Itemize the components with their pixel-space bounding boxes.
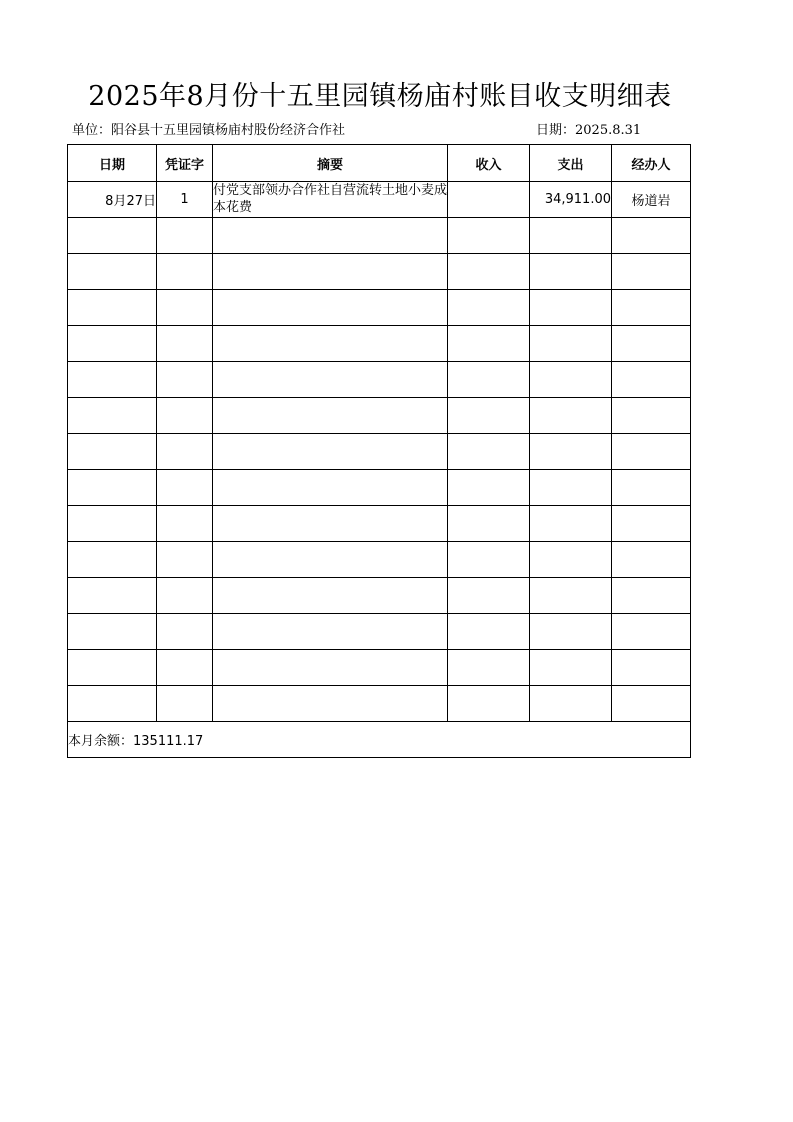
cell-handler <box>612 506 691 542</box>
table-row-empty <box>68 290 691 326</box>
cell-voucher <box>157 578 213 614</box>
cell-date <box>68 506 157 542</box>
table-row-empty <box>68 434 691 470</box>
cell-summary <box>213 254 448 290</box>
table-row-empty <box>68 542 691 578</box>
cell-summary <box>213 614 448 650</box>
cell-handler <box>612 434 691 470</box>
table-row-empty <box>68 686 691 722</box>
cell-expense <box>530 578 612 614</box>
cell-income <box>448 686 530 722</box>
cell-expense <box>530 434 612 470</box>
cell-summary <box>213 470 448 506</box>
cell-income <box>448 290 530 326</box>
balance-row <box>68 722 691 758</box>
unit-label: 单位：阳谷县十五里园镇杨庙村股份经济合作社 <box>72 123 346 138</box>
cell-voucher <box>157 686 213 722</box>
cell-income <box>448 614 530 650</box>
header-handler: 经办人 <box>612 145 691 182</box>
cell-date <box>68 650 157 686</box>
cell-handler <box>612 686 691 722</box>
cell-voucher <box>157 470 213 506</box>
cell-summary <box>213 650 448 686</box>
header-row <box>68 145 691 182</box>
table-row-empty <box>68 362 691 398</box>
table-row-empty <box>68 218 691 254</box>
ledger-table <box>67 144 691 758</box>
cell-handler <box>612 614 691 650</box>
cell-summary <box>213 290 448 326</box>
cell-handler <box>612 218 691 254</box>
header-voucher: 凭证字 <box>157 145 213 182</box>
cell-expense <box>530 362 612 398</box>
cell-handler <box>612 470 691 506</box>
cell-summary <box>213 362 448 398</box>
header-income: 收入 <box>448 145 530 182</box>
cell-handler <box>612 542 691 578</box>
cell-summary <box>213 542 448 578</box>
cell-date <box>68 326 157 362</box>
cell-date <box>68 614 157 650</box>
cell-date <box>68 578 157 614</box>
cell-summary <box>213 398 448 434</box>
cell-expense <box>530 326 612 362</box>
cell-date <box>68 362 157 398</box>
cell-date <box>68 434 157 470</box>
cell-voucher <box>157 218 213 254</box>
cell-handler: 杨道岩 <box>612 182 691 218</box>
cell-handler <box>612 362 691 398</box>
cell-income <box>448 506 530 542</box>
table-row-empty <box>68 506 691 542</box>
cell-voucher <box>157 614 213 650</box>
cell-handler <box>612 398 691 434</box>
cell-summary <box>213 218 448 254</box>
cell-expense <box>530 290 612 326</box>
cell-voucher <box>157 506 213 542</box>
cell-summary <box>213 506 448 542</box>
cell-handler <box>612 254 691 290</box>
cell-date <box>68 542 157 578</box>
cell-expense <box>530 398 612 434</box>
cell-expense <box>530 254 612 290</box>
cell-income <box>448 218 530 254</box>
table-row-empty <box>68 254 691 290</box>
cell-handler <box>612 290 691 326</box>
cell-date <box>68 254 157 290</box>
cell-income <box>448 470 530 506</box>
cell-voucher <box>157 254 213 290</box>
cell-income <box>448 326 530 362</box>
table-row-empty <box>68 614 691 650</box>
cell-income <box>448 650 530 686</box>
cell-income <box>448 542 530 578</box>
cell-summary <box>213 686 448 722</box>
cell-expense <box>530 614 612 650</box>
cell-voucher <box>157 434 213 470</box>
date-label: 日期：2025.8.31 <box>536 123 642 138</box>
cell-date <box>68 470 157 506</box>
cell-income <box>448 254 530 290</box>
cell-income <box>448 434 530 470</box>
header-date: 日期 <box>68 145 157 182</box>
cell-summary <box>213 326 448 362</box>
cell-income <box>448 182 530 218</box>
cell-voucher <box>157 650 213 686</box>
cell-summary: 付党支部领办合作社自营流转土地小麦成本花费 <box>213 182 448 218</box>
cell-income <box>448 398 530 434</box>
cell-summary <box>213 434 448 470</box>
cell-handler <box>612 578 691 614</box>
cell-expense <box>530 686 612 722</box>
cell-income <box>448 362 530 398</box>
cell-expense <box>530 542 612 578</box>
cell-voucher <box>157 362 213 398</box>
cell-expense <box>530 650 612 686</box>
cell-income <box>448 578 530 614</box>
header-expense: 支出 <box>530 145 612 182</box>
page-title: 2025年8月份十五里园镇杨庙村账目收支明细表 <box>88 81 672 112</box>
cell-date <box>68 290 157 326</box>
cell-date <box>68 686 157 722</box>
cell-expense <box>530 506 612 542</box>
cell-expense <box>530 470 612 506</box>
cell-voucher: 1 <box>157 182 213 218</box>
cell-expense: 34,911.00 <box>530 182 612 218</box>
table-row-empty <box>68 650 691 686</box>
month-balance: 本月余额：135111.17 <box>68 722 691 758</box>
table-row-empty <box>68 578 691 614</box>
table-row-empty <box>68 470 691 506</box>
table-row-empty <box>68 326 691 362</box>
table-row <box>68 182 691 218</box>
cell-summary <box>213 578 448 614</box>
cell-voucher <box>157 542 213 578</box>
cell-expense <box>530 218 612 254</box>
cell-date: 8月27日 <box>68 182 157 218</box>
header-summary: 摘要 <box>213 145 448 182</box>
cell-date <box>68 218 157 254</box>
table-row-empty <box>68 398 691 434</box>
cell-handler <box>612 650 691 686</box>
cell-voucher <box>157 326 213 362</box>
cell-date <box>68 398 157 434</box>
cell-voucher <box>157 290 213 326</box>
cell-voucher <box>157 398 213 434</box>
cell-handler <box>612 326 691 362</box>
